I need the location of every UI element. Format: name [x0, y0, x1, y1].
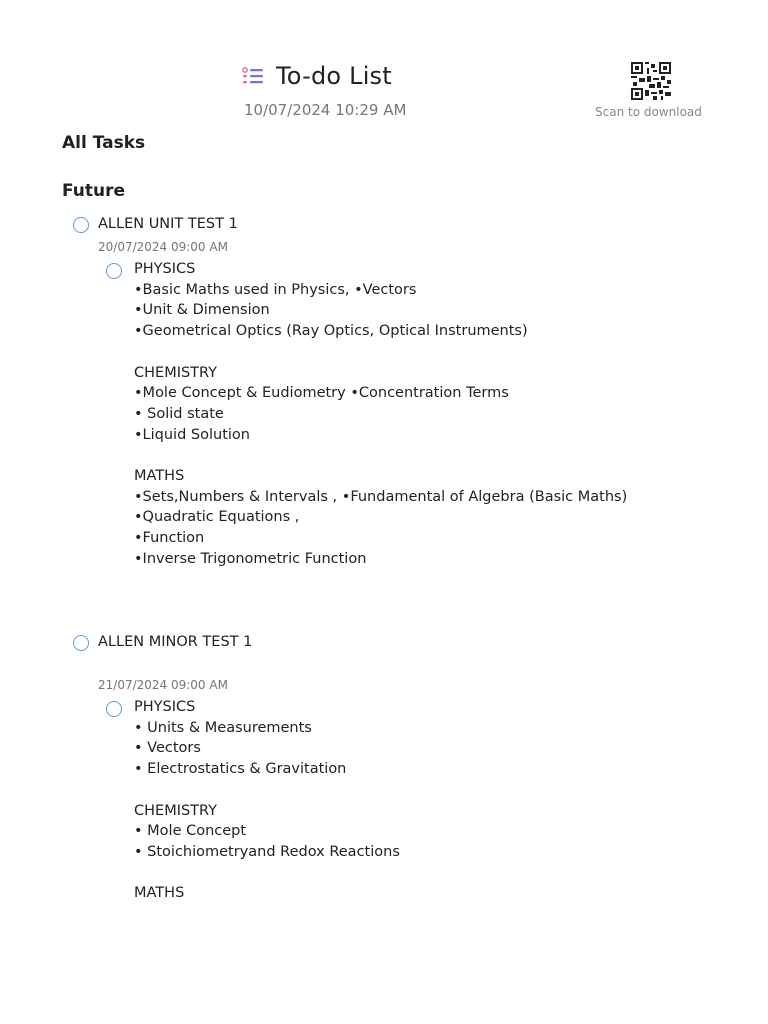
qr-caption: Scan to download [595, 105, 702, 119]
note-line: •Liquid Solution [134, 426, 250, 443]
task-checkbox[interactable] [73, 635, 89, 651]
note-line: MATHS [134, 468, 185, 484]
subtask-checkbox[interactable] [106, 263, 122, 279]
qr-code-icon [631, 62, 671, 100]
note-line: PHYSICS [134, 699, 196, 715]
note-line: •Sets,Numbers & Intervals , •Fundamental of Algebra (Basic Maths) [134, 488, 628, 505]
note-line: • Units & Measurements [134, 719, 312, 736]
task-title: ALLEN UNIT TEST 1 [98, 216, 238, 232]
export-datetime: 10/07/2024 10:29 AM [244, 101, 407, 119]
task-due-date: 21/07/2024 09:00 AM [98, 678, 228, 692]
note-line: •Unit & Dimension [134, 302, 270, 319]
note-line: CHEMISTRY [134, 802, 218, 819]
task-checkbox[interactable] [73, 217, 89, 233]
note-line: •Quadratic Equations , [134, 509, 300, 526]
note-line: • Stoichiometryand Redox Reactions [134, 843, 400, 860]
note-line: CHEMISTRY [134, 364, 218, 381]
page-header [242, 62, 392, 90]
note-line: •Basic Maths used in Physics, •Vectors [134, 281, 417, 298]
note-line: • Electrostatics & Gravitation [134, 761, 347, 778]
note-line: •Geometrical Optics (Ray Optics, Optical Instruments) [134, 323, 528, 340]
note-line: •Function [134, 530, 205, 547]
note-line: • Vectors [134, 740, 201, 757]
subtask-checkbox[interactable] [106, 701, 122, 717]
note-line: • Mole Concept [134, 823, 247, 840]
note-line: • Solid state [134, 405, 224, 422]
note-line: •Inverse Trigonometric Function [134, 550, 367, 567]
note-line: MATHS [134, 885, 185, 902]
checklist-icon [242, 67, 264, 85]
task-title: ALLEN MINOR TEST 1 [98, 634, 253, 650]
page-title: To-do List [276, 62, 392, 90]
section-all-tasks: All Tasks [62, 133, 146, 153]
section-future: Future [62, 181, 126, 201]
note-line: PHYSICS [134, 261, 196, 277]
task-due-date: 20/07/2024 09:00 AM [98, 240, 228, 254]
note-line: •Mole Concept & Eudiometry •Concentration Terms [134, 385, 509, 402]
